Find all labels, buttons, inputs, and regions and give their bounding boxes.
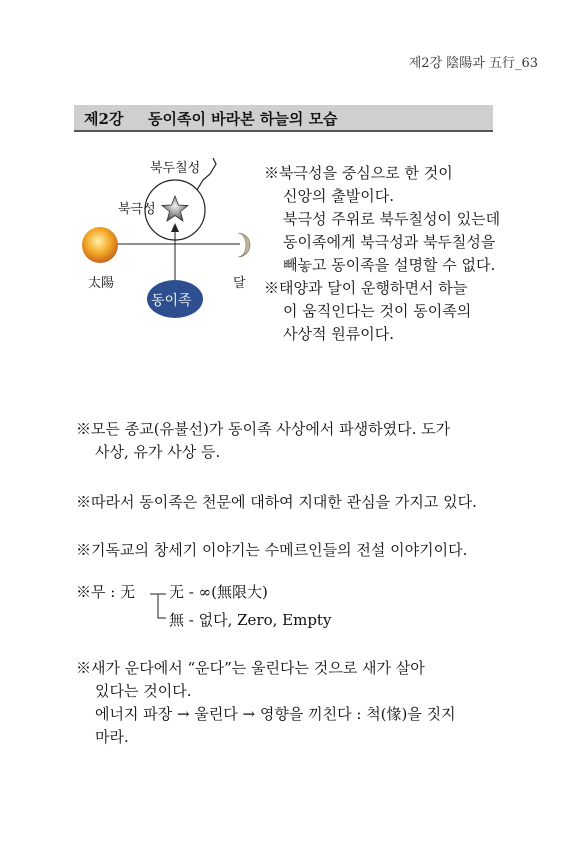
paragraph-line: 마라. xyxy=(95,728,129,746)
arrow-head xyxy=(171,223,179,232)
moon-icon xyxy=(238,233,250,257)
chapter-title: 동이족이 바라본 하늘의 모습 xyxy=(148,110,338,128)
paragraph-line: ※새가 운다에서 “운다”는 울린다는 것으로 새가 살아 xyxy=(76,659,425,677)
mu-line-1: 无 - ∞(無限大) xyxy=(169,583,268,601)
mu-line-2: 無 - 없다, Zero, Empty xyxy=(169,611,332,629)
paragraph-line: 에너지 파장 → 울린다 → 영향을 끼친다 : 척(㥟)을 짓지 xyxy=(95,705,456,723)
side-notes xyxy=(264,162,500,346)
running-head: 제2강 陰陽과 五行_63 xyxy=(408,56,538,71)
paragraph-genesis: ※기독교의 창세기 이야기는 수메르인들의 전설 이야기이다. xyxy=(76,541,468,559)
moon-label: 달 xyxy=(233,276,246,291)
paragraph-line: ※모든 종교(유불선)가 동이족 사상에서 파생하였다. 도가 xyxy=(76,420,451,438)
sun-label: 太陽 xyxy=(88,276,115,291)
paragraph-line: 있다는 것이다. xyxy=(95,682,192,700)
sun-icon xyxy=(82,227,118,263)
people-label: 동이족 xyxy=(151,293,192,309)
bigdipper-label: 북두칠성 xyxy=(150,161,201,176)
side-note-line: 이 움직인다는 것이 동이족의 xyxy=(283,302,472,320)
polaris-star-icon xyxy=(162,196,188,221)
polaris-label: 북극성 xyxy=(118,202,156,217)
mu-bracket xyxy=(148,588,170,624)
paragraph-religions xyxy=(76,418,450,464)
side-note-line: 동이족에게 북극성과 북두칠성을 xyxy=(283,233,496,251)
side-note-line: ※태양과 달이 운행하면서 하늘 xyxy=(264,279,468,297)
paragraph-astronomy: ※따라서 동이족은 천문에 대하여 지대한 관심을 가지고 있다. xyxy=(76,493,477,511)
paragraph-bird xyxy=(76,657,456,749)
side-note-line: 북극성 주위로 북두칠성이 있는데 xyxy=(283,210,501,228)
side-note-line: 빼놓고 동이족을 설명할 수 없다. xyxy=(283,256,496,274)
chapter-number: 제2강 xyxy=(84,110,124,128)
side-note-line: ※북극성을 중심으로 한 것이 xyxy=(264,164,453,182)
side-note-line: 사상적 원류이다. xyxy=(283,325,394,343)
side-note-line: 신앙의 출발이다. xyxy=(283,187,394,205)
chapter-heading xyxy=(74,105,493,132)
paragraph-line: 사상, 유가 사상 등. xyxy=(95,443,221,461)
mu-prefix: ※무 : 无 xyxy=(76,583,136,601)
